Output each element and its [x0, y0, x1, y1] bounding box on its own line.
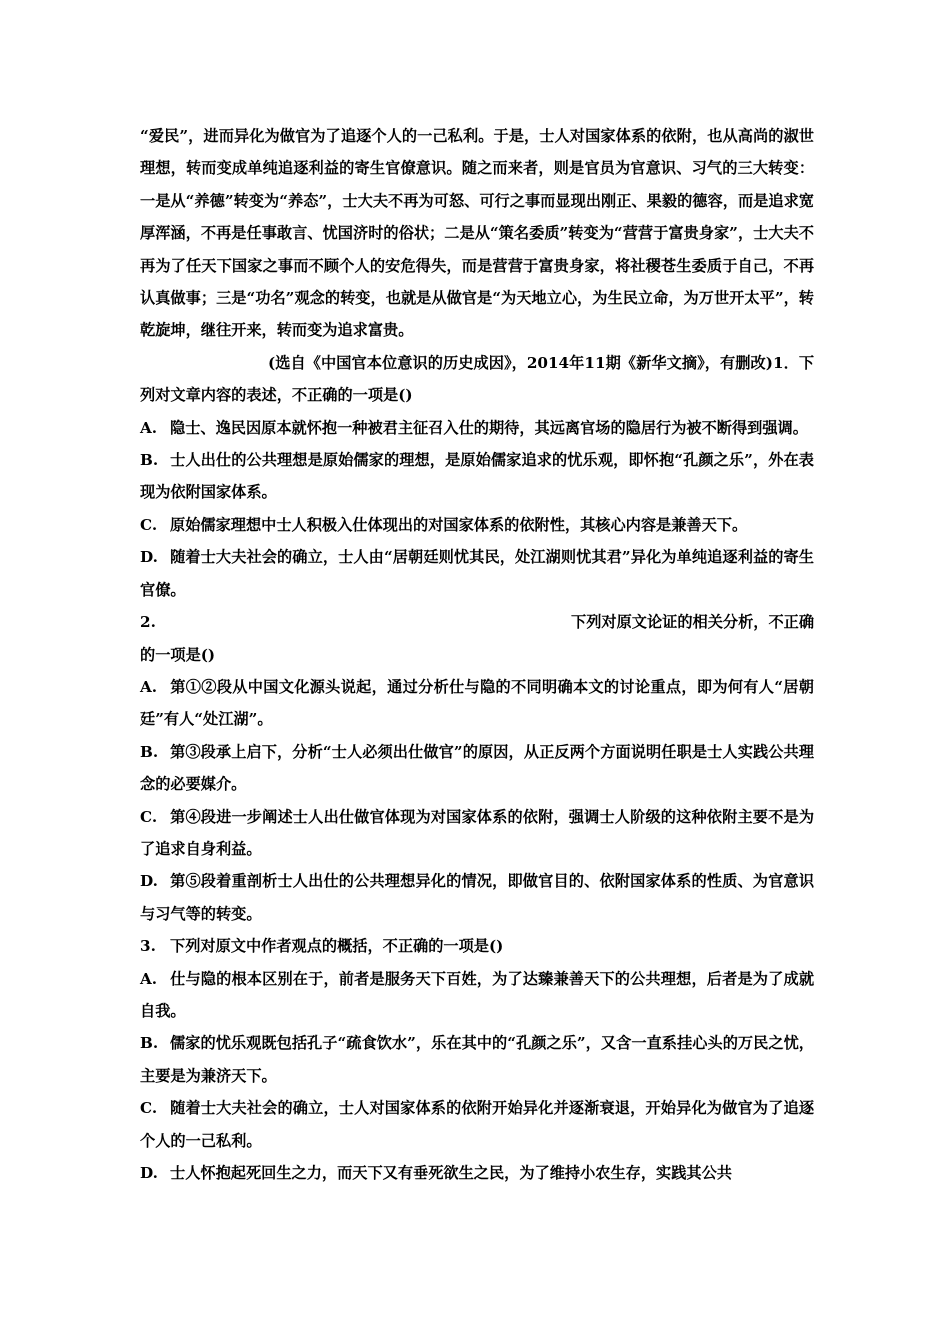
q1-option-c: [140, 509, 814, 541]
option-text: 士人怀抱起死回生之力，而天下又有垂死欲生之民，为了维持小农生存，实践其公共: [170, 1164, 732, 1182]
option-label: D.: [140, 872, 158, 891]
option-text: 随着士大夫社会的确立，士人对国家体系的依附开始异化并逐渐衰退，开始异化为做官为了追逐个人的一己私利。: [140, 1099, 814, 1150]
option-label: C.: [140, 1099, 158, 1118]
q3-option-b: [140, 1027, 814, 1092]
option-text: 仕与隐的根本区别在于，前者是服务天下百姓，为了达臻兼善天下的公共理想，后者是为了成就自我。: [140, 969, 814, 1020]
q2-option-d: [140, 865, 814, 930]
source-text: (选自《中国官本位意识的历史成因》，2014年11期《新华文摘》，有删改): [268, 353, 773, 372]
q1-option-d: [140, 541, 814, 606]
option-label: A.: [140, 418, 158, 437]
option-label: B.: [140, 1034, 159, 1053]
q2-number: 2.: [140, 613, 156, 632]
q3-option-c: [140, 1092, 814, 1157]
option-label: C.: [140, 807, 158, 826]
option-label: C.: [140, 515, 158, 534]
source-citation: [140, 347, 814, 412]
document-page: [140, 120, 814, 1189]
q2-stem-part2: 的一项是(): [140, 645, 216, 664]
q1-option-b: [140, 444, 814, 509]
option-text: 第①②段从中国文化源头说起，通过分析仕与隐的不同明确本文的讨论重点，即为何有人“居朝廷”有人“处江湖”。: [140, 677, 814, 729]
option-label: B.: [140, 742, 159, 761]
option-label: B.: [140, 451, 159, 470]
option-label: D.: [140, 1164, 158, 1182]
option-text: 隐士、逸民因原本就怀抱一种被君主征召入仕的期待，其远离官场的隐居行为被不断得到强调。: [170, 418, 808, 437]
option-label: A.: [140, 677, 158, 696]
option-text: 第③段承上启下，分析“士人必须出仕做官”的原因，从正反两个方面说明任职是士人实践公共理念的必要媒介。: [140, 742, 814, 794]
option-label: A.: [140, 969, 158, 988]
option-text: 原始儒家理想中士人积极入仕体现出的对国家体系的依附性，其核心内容是兼善天下。: [170, 515, 748, 534]
q3-stem: [140, 930, 814, 962]
option-label: D.: [140, 548, 158, 567]
q1-option-a: [140, 412, 814, 444]
q3-option-a: [140, 963, 814, 1028]
option-text: 随着士大夫社会的确立，士人由“居朝廷则忧其民，处江湖则忧其君”异化为单纯追逐利益的寄生官僚。: [140, 548, 814, 599]
q3-number: 3.: [140, 937, 156, 956]
q2-option-a: [140, 671, 814, 736]
passage-paragraph: “爱民”，进而异化为做官为了追逐个人的一己私利。于是，士人对国家体系的依附，也从高尚的淑世理想，转而变成单纯追逐利益的寄生官僚意识。随之而来者，则是官员为官意识、习气的三大转变：一是从“养德”转变为“养态”，士大夫不再为可怒、可行之事而显现出刚正、果毅的德容，而是追求宽厚浑涵，不再是任事敢言、忧国济时的俗状；二是从“策名委质”转变为“营营于富贵身家”，士大夫不再为了任天下国家之事而不顾个人的安危得失，而是营营于富贵身家，将社稷苍生委质于自己，不再认真做事；三是“功名”观念的转变，也就是从做官是“为天地立心，为生民立命，为万世开太平”，转乾旋坤，继往开来，转而变为追求富贵。: [140, 127, 814, 340]
q3-option-d: [140, 1157, 814, 1189]
option-text: 儒家的忧乐观既包括孔子“疏食饮水”，乐在其中的“孔颜之乐”，又含一直系挂心头的万民之忧，主要是为兼济天下。: [140, 1034, 814, 1085]
q2-stem-part1: 下列对原文论证的相关分析，不正确: [571, 613, 814, 632]
q2-stem-line: [140, 606, 814, 638]
option-text: 第④段进一步阐述士人出仕做官体现为对国家体系的依附，强调士人阶级的这种依附主要不是为了追求自身利益。: [140, 807, 814, 858]
q1-prefix: 1．: [772, 353, 799, 372]
q3-stem-text: 下列对原文中作者观点的概括，不正确的一项是(): [170, 937, 504, 956]
q2-option-c: [140, 801, 814, 866]
q2-option-b: [140, 736, 814, 801]
q1-stem: 下列对文章内容的表述，不正确的一项是(): [140, 353, 814, 405]
option-text: 第⑤段着重剖析士人出仕的公共理想异化的情况，即做官目的、依附国家体系的性质、为官意识与习气等的转变。: [140, 872, 814, 923]
option-text: 士人出仕的公共理想是原始儒家的理想，是原始儒家追求的忧乐观，即怀抱“孔颜之乐”，外在表现为依附国家体系。: [140, 451, 814, 502]
